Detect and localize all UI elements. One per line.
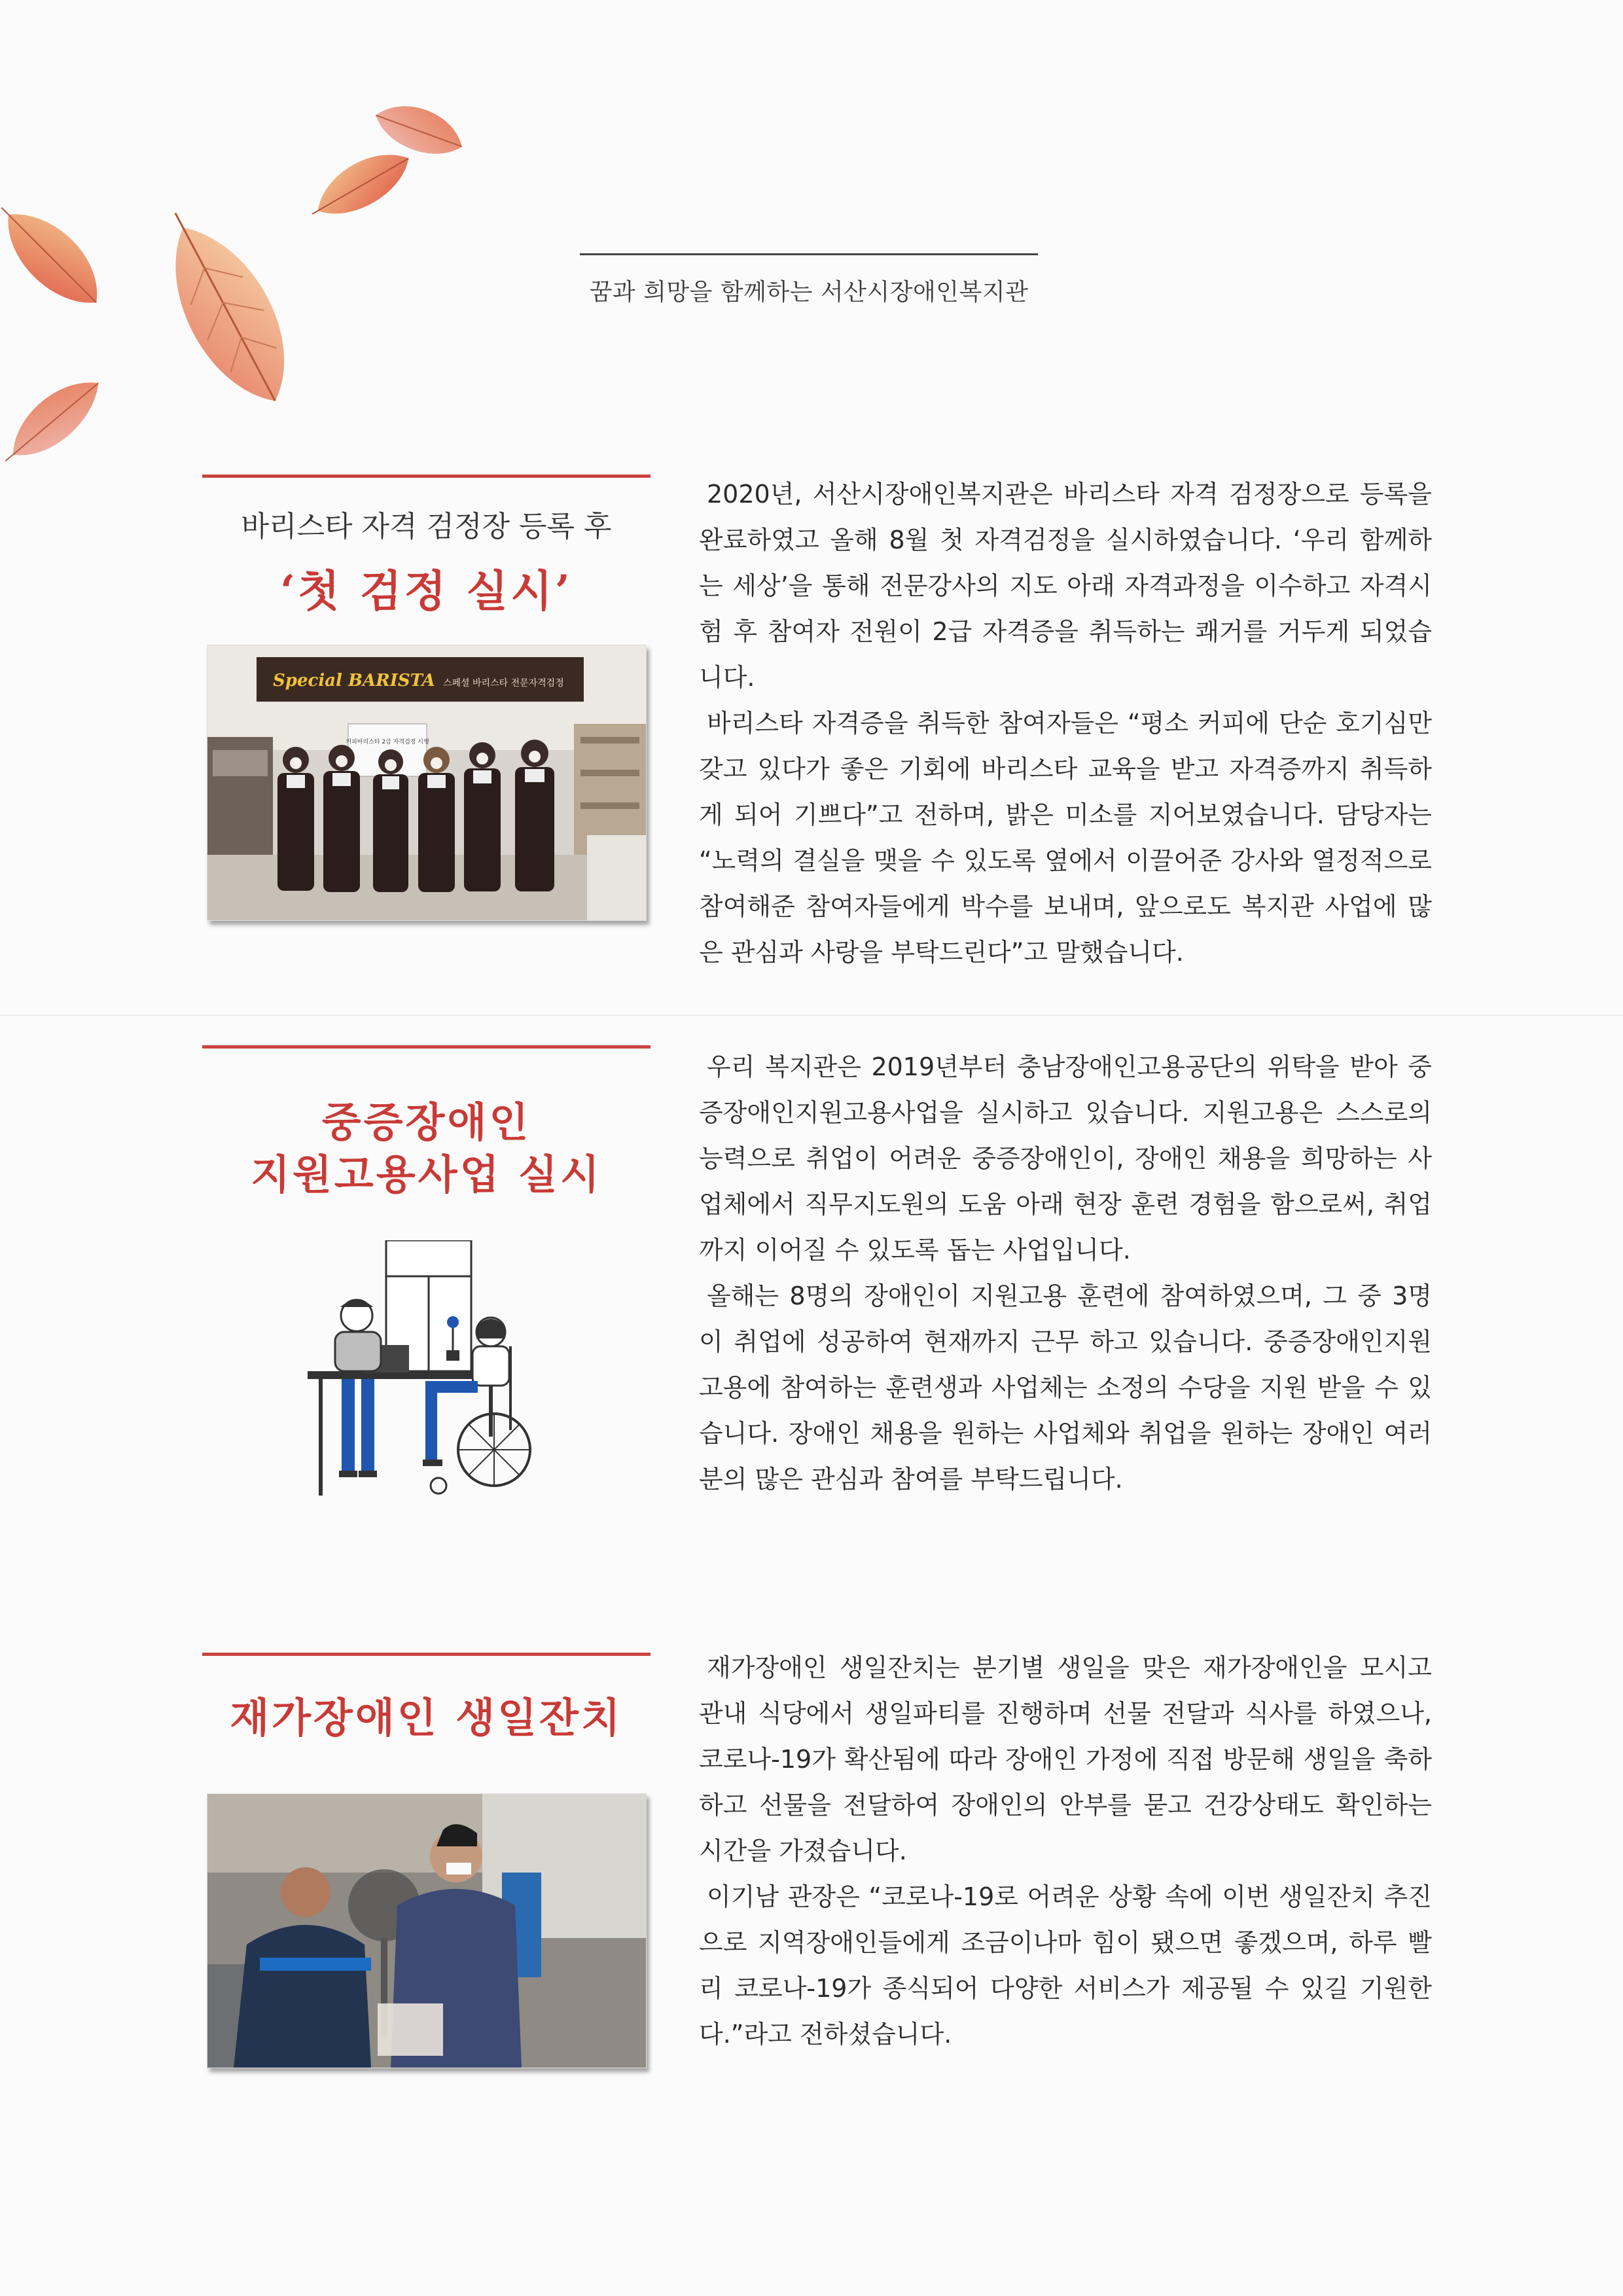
paragraph: 이기남 관장은 “코로나-19로 어려운 상황 속에 이번 생일잔치 추진으로 지역장애인들에게 조금이나마 힘이 됐으면 좋겠으며, 하루 빨리 코로나-19가 종식되어 다양한 서비스가 제공될 수 있길 기원한다.”라고 전하셨습니다. — [699, 1882, 1432, 2049]
header-rule — [580, 253, 1038, 255]
paragraph: 바리스타 자격증을 취득한 참여자들은 “평소 커피에 단순 호기심만 갖고 있다가 좋은 기회에 바리스타 교육을 받고 자격증까지 취득하게 되어 기쁘다”고 전하며, 밝은 미소를 지어보였습니다. 담당자는 “노력의 결실을 맺을 수 있도록 옆에서 이끌어준 강사와 열정적으로 참여해준 참여자들에게 박수를 보내며, 앞으로도 복지관 사업에 많은 관심과 사랑을 부탁드린다”고 말했습니다. — [699, 709, 1432, 967]
section-subtitle: 바리스타 자격 검정장 등록 후 — [241, 510, 612, 543]
paragraph: 올해는 8명의 장애인이 지원고용 훈련에 참여하였으며, 그 중 3명이 취업에 성공하여 현재까지 근무 하고 있습니다. 중증장애인지원고용에 참여하는 훈련생과 사업체는 소정의 수당을 지원 받을 수 있습니다. 장애인 채용을 원하는 사업체와 취업을 원하는 장애인 여러분의 많은 관심과 참여를 부탁드립니다. — [699, 1282, 1432, 1494]
section-title: ‘첫 검정 실시’ — [280, 565, 573, 617]
poster-text: 커피바리스타 2급 자격검정 시행 — [346, 739, 429, 745]
section-body-text — [699, 1645, 1432, 2057]
banner-subtext: 스페셜 바리스타 전문자격검정 — [443, 678, 564, 689]
autumn-leaves-decoration — [0, 0, 524, 497]
section-divider — [202, 1045, 651, 1049]
page-fold-line — [0, 1014, 1623, 1016]
section-title: 재가장애인 생일잔치 — [230, 1694, 623, 1742]
leaf-icon — [139, 194, 312, 420]
barista-group-photo — [207, 645, 647, 921]
section-title-line2: 지원고용사업 실시 — [251, 1151, 602, 1198]
section-divider — [202, 475, 651, 478]
section-title-line1: 중증장애인 — [321, 1098, 531, 1146]
leaf-icon — [0, 367, 112, 477]
birthday-visit-photo — [207, 1793, 647, 2068]
leaf-icon — [369, 94, 469, 165]
leaf-icon — [0, 188, 115, 321]
section-body-text — [699, 1044, 1432, 1502]
paragraph: 재가장애인 생일잔치는 분기별 생일을 맞은 재가장애인을 모시고 관내 식당에서 생일파티를 진행하며 선물 전달과 식사를 하였으나, 코로나-19가 확산됨에 따라 장애인 가정에 직접 방문해 생일을 축하하고 선물을 전달하여 장애인의 안부를 묻고 건강상태도 확인하는 시간을 가졌습니다. — [699, 1653, 1432, 1865]
leaf-icon — [301, 139, 419, 232]
banner-text: Special BARISTA — [273, 671, 435, 691]
employment-illustration — [301, 1240, 550, 1502]
section-body-text — [699, 471, 1432, 975]
paragraph: 우리 복지관은 2019년부터 충남장애인고용공단의 위탁을 받아 중증장애인지원고용사업을 실시하고 있습니다. 지원고용은 스스로의 능력으로 취업이 어려운 중증장애인이, 장애인 채용을 희망하는 사업체에서 직무지도원의 도움 아래 현장 훈련 경험을 함으로써, 취업까지 이어질 수 있도록 돕는 사업입니다. — [699, 1052, 1432, 1265]
paragraph: 2020년, 서산시장애인복지관은 바리스타 자격 검정장으로 등록을 완료하였고 올해 8월 첫 자격검정을 실시하였습니다. ‘우리 함께하는 세상’을 통해 전문강사의 지도 아래 자격과정을 이수하고 자격시험 후 참여자 전원이 2급 자격증을 취득하는 쾌거를 거두게 되었습니다. — [699, 480, 1432, 692]
page-header-title: 꿈과 희망을 함께하는 서산시장애인복지관 — [589, 279, 1029, 306]
section-divider — [202, 1653, 651, 1656]
